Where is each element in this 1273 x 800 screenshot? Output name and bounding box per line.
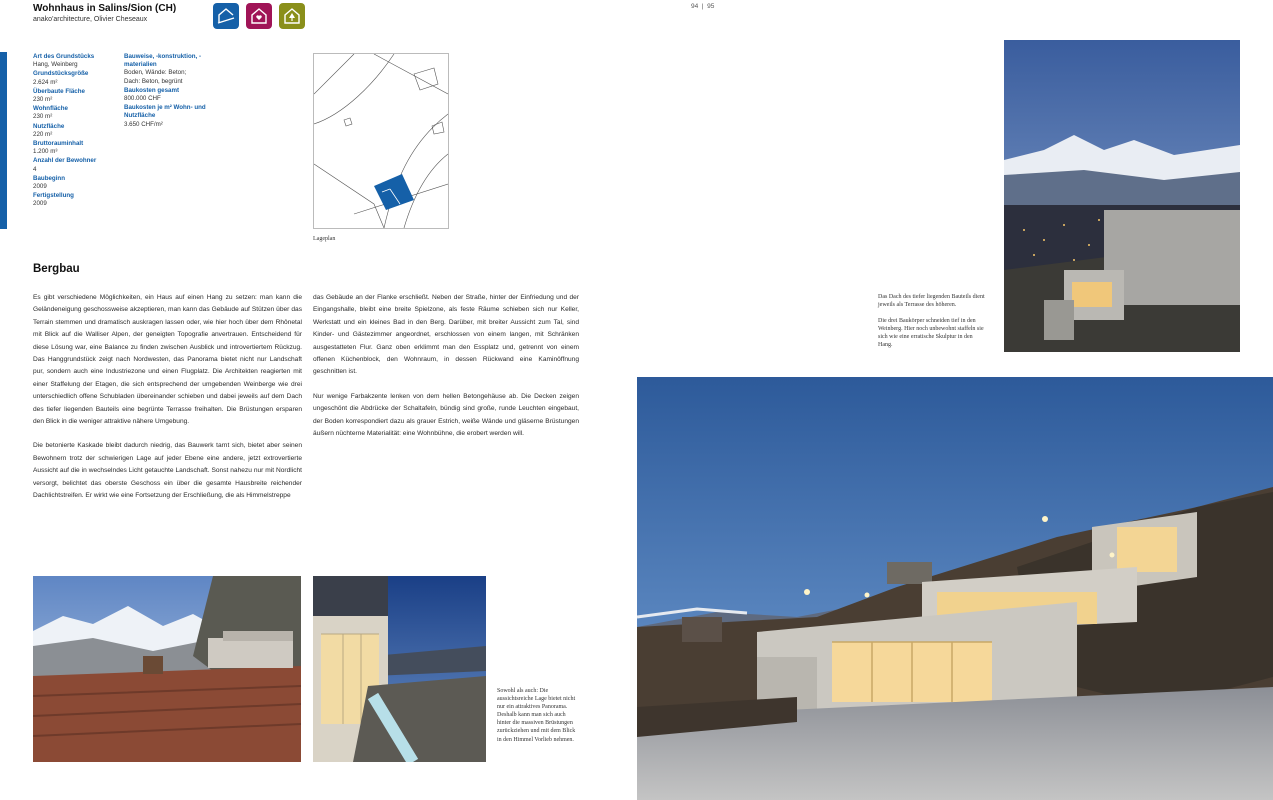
photo-house-dusk [637,377,1273,800]
fact-item: Anzahl der Bewohner 4 [33,157,97,173]
paragraph: Nur wenige Farbakzente lenken von dem hellen Betongehäuse ab. Die Decken zeigen ungeschönt die Abdrücke der Schaltafeln, bündig sind große, runde Leuchten eingebaut, der Boden korrespondiert dazu als grauer Estrich, weiße Wände und gläserne Brüstungen äußern nüchterne Materialität: eine Wohnbühne, die erobert werden will. [313,392,579,438]
caption-bottom: Sowohl als auch: Die aussichtsreiche Lage bietet nicht nur ein attraktives Panorama. Deshalb kann man sich auch hinter die massiven Brüstungen zurückziehen und mit dem Blick in den Himmel Vorlieb nehmen. [497,688,576,743]
fact-item: Baukosten gesamt 800.000 CHF [124,86,180,103]
photo-vineyard-view [33,576,301,762]
article-heading: Bergbau [33,263,80,275]
fact-item: Nutzfläche 220 m² [33,122,65,138]
house-tree-icon [279,3,305,29]
paragraph: Die betonierte Kaskade bleibt dadurch niedrig, das Bauwerk tarnt sich, bietet aber seinen Bewohnern trotz der schwierigen Lage auf jeder Ebene eine andere, jetzt extrovertierte Aussicht auf die in wechselndes Licht getauchte Landschaft. Sonst nahezu nur mit Nordlicht versorgt, belichtet das oberste Geschoss ein über die gesamte Hausbreite reichender Dachlichtstreifen. Er wirkt wie eine Fortsetzung der Erschließung, die als Himmelstreppe [33,442,302,500]
facts-right [124,53,210,130]
site-plan-house-marker [374,174,414,210]
photo-terrace-dusk [313,576,486,762]
fact-item: Baukosten je m² Wohn- und Nutzfläche 3.650 CHF/m² [124,104,206,128]
page-accent-bar [0,52,7,229]
caption-right-top [878,293,988,350]
photo-night-valley [1004,40,1240,352]
house-heart-icon [246,3,272,29]
fact-item: Bruttorauminhalt 1.200 m³ [33,140,84,156]
fact-item: Art des Grundstücks Hang, Weinberg [33,53,95,69]
fact-item: Wohnfläche 230 m² [33,105,68,121]
fact-item: Baubeginn 2009 [33,174,65,191]
site-plan [313,53,449,229]
paragraph: Es gibt verschiedene Möglichkeiten, ein Haus auf einen Hang zu setzen: man kann die Geländeneigung geschossweise akzeptieren, man kann das Gebäude auf Stützen über das Terrain stemmen und dramatisch auskragen lassen oder, wie hier hoch über dem Rhônetal mit Blick auf die Walliser Alpen, der geneigten Topografie anvertrauen. Entscheidend für diese Lösung war, eine Balance zu finden zwischen Ausblick und introvertiertem Rückzug. Das Hanggrundstück zeigt nach Nordwesten, das Panorama bietet nicht nur Landschaft pur, sondern auch eine Industriezone und einen Flugplatz. Die Architekten reagierten mit einer Staffelung der Etagen, die sich entsprechend der umgebenden Weinberge wie drei unterschiedlich offene Schubladen übereinander schieben und dabei jeweils auf dem Dach des tiefer liegenden Bauteils eine begrünte Terrasse freihalten. Die Brüstungen ersparen den Blick in die weniger attraktive nähere Umgebung. [33,294,302,426]
fact-item: Überbaute Fläche 230 m² [33,87,85,104]
architect-credit: anako'architecture, Olivier Cheseaux [33,16,148,23]
fact-item: Bauweise, -konstruktion, -materialien Boden, Wände: Beton; Dach: Beton, begrünt [124,53,202,85]
article-column-1 [33,292,302,515]
paragraph: das Gebäude an der Flanke erschließt. Neben der Straße, hinter der Einfriedung und der Eingangshalle, bleibt eine breite Spielzone, als feste Räume schieben sich nur Keller, Werkstatt und ein kleines Bad in den Berg. Darüber, mit breiter Aussicht zum Tal, sind Kinder- und Gästezimmer angeordnet, erschlossen von einem langen, mit Schränken ausgestatteten Flur. Ganz oben erklimmt man den Essplatz und, getrennt von einem offenen Küchenblock, den Wohnraum, in dessen Rückwand eine Kaminöffnung geschnitten ist. [313,294,579,376]
fact-item: Grundstücksgröße 2.624 m² [33,70,89,86]
facts-left [33,53,121,210]
caption-paragraph: Die drei Baukörper schneiden tief in den Weinberg. Hier noch unbewohnt staffeln sie sich wie eine erratische Skulptur in den Hang. [878,318,984,349]
fact-item: Fertigstellung 2009 [33,192,74,208]
page-title: Wohnhaus in Salins/Sion (CH) [33,3,177,14]
caption-paragraph: Das Dach des tiefer liegenden Bauteils dient jeweils als Terrasse des höheren. [878,294,985,309]
slope-house-icon [213,3,239,29]
article-column-2 [313,292,579,452]
site-plan-caption: Lageplan [313,236,336,242]
page-numbers: 94 | 95 [691,3,715,10]
